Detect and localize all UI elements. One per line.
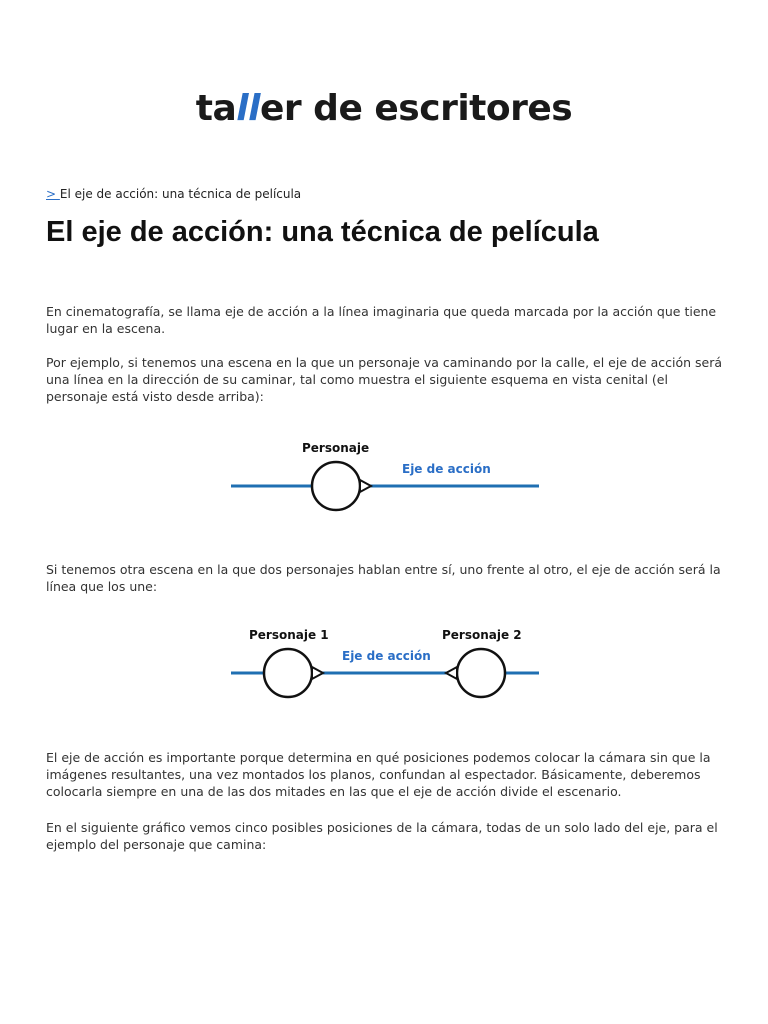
diagram1-character-label: Personaje bbox=[302, 441, 370, 455]
paragraph-intro: En cinematografía, se llama eje de acción a la línea imaginaria que queda marcada por la acción que tiene lugar en la escena. bbox=[46, 304, 717, 336]
diagram2-character2-label: Personaje 2 bbox=[442, 628, 522, 642]
breadcrumb-current: El eje de acción: una técnica de película bbox=[59, 187, 302, 201]
logo-text-highlight: ll bbox=[236, 88, 260, 129]
paragraph-example-walking: Por ejemplo, si tenemos una escena en la que un personaje va caminando por la calle, el eje de acción será una línea en la dirección de su caminar, tal como muestra el siguiente esquema en vista cenital (el personaje está visto desde arriba): bbox=[46, 355, 723, 404]
paragraph-example-dialogue: Si tenemos otra escena en la que dos personajes hablan entre sí, uno frente al otro, el eje de acción será la línea que los une: bbox=[46, 562, 721, 594]
diagram1-direction-arrow bbox=[360, 480, 371, 492]
breadcrumb-link[interactable]: > bbox=[46, 187, 60, 201]
logo-text-start: ta bbox=[195, 88, 237, 129]
diagram2-character1-circle bbox=[264, 649, 312, 697]
diagram-one-character bbox=[0, 430, 768, 520]
diagram2-character1-label: Personaje 1 bbox=[249, 628, 329, 642]
breadcrumb bbox=[46, 187, 301, 201]
logo-text-end: er de escritores bbox=[259, 88, 573, 129]
page-title: El eje de acción: una técnica de película bbox=[46, 216, 599, 248]
paragraph-importance: El eje de acción es importante porque determina en qué posiciones podemos colocar la cámara sin que la imágenes resultantes, una vez montados los planos, confundan al espectador. Básicamente, deberemos colocarla siempre en una de las dos mitades en las que el eje de acción divide el escenario. bbox=[46, 750, 711, 799]
site-logo[interactable] bbox=[0, 88, 768, 129]
diagram1-axis-label: Eje de acción bbox=[402, 462, 491, 476]
diagram2-character2-arrow bbox=[446, 667, 457, 679]
diagram1-character-circle bbox=[312, 462, 360, 510]
diagram-two-characters bbox=[0, 620, 768, 710]
diagram2-character1-arrow bbox=[312, 667, 323, 679]
paragraph-camera-positions: En el siguiente gráfico vemos cinco posibles posiciones de la cámara, todas de un solo lado del eje, para el ejemplo del personaje que camina: bbox=[46, 820, 718, 852]
diagram2-axis-label: Eje de acción bbox=[342, 649, 431, 663]
diagram2-character2-circle bbox=[457, 649, 505, 697]
